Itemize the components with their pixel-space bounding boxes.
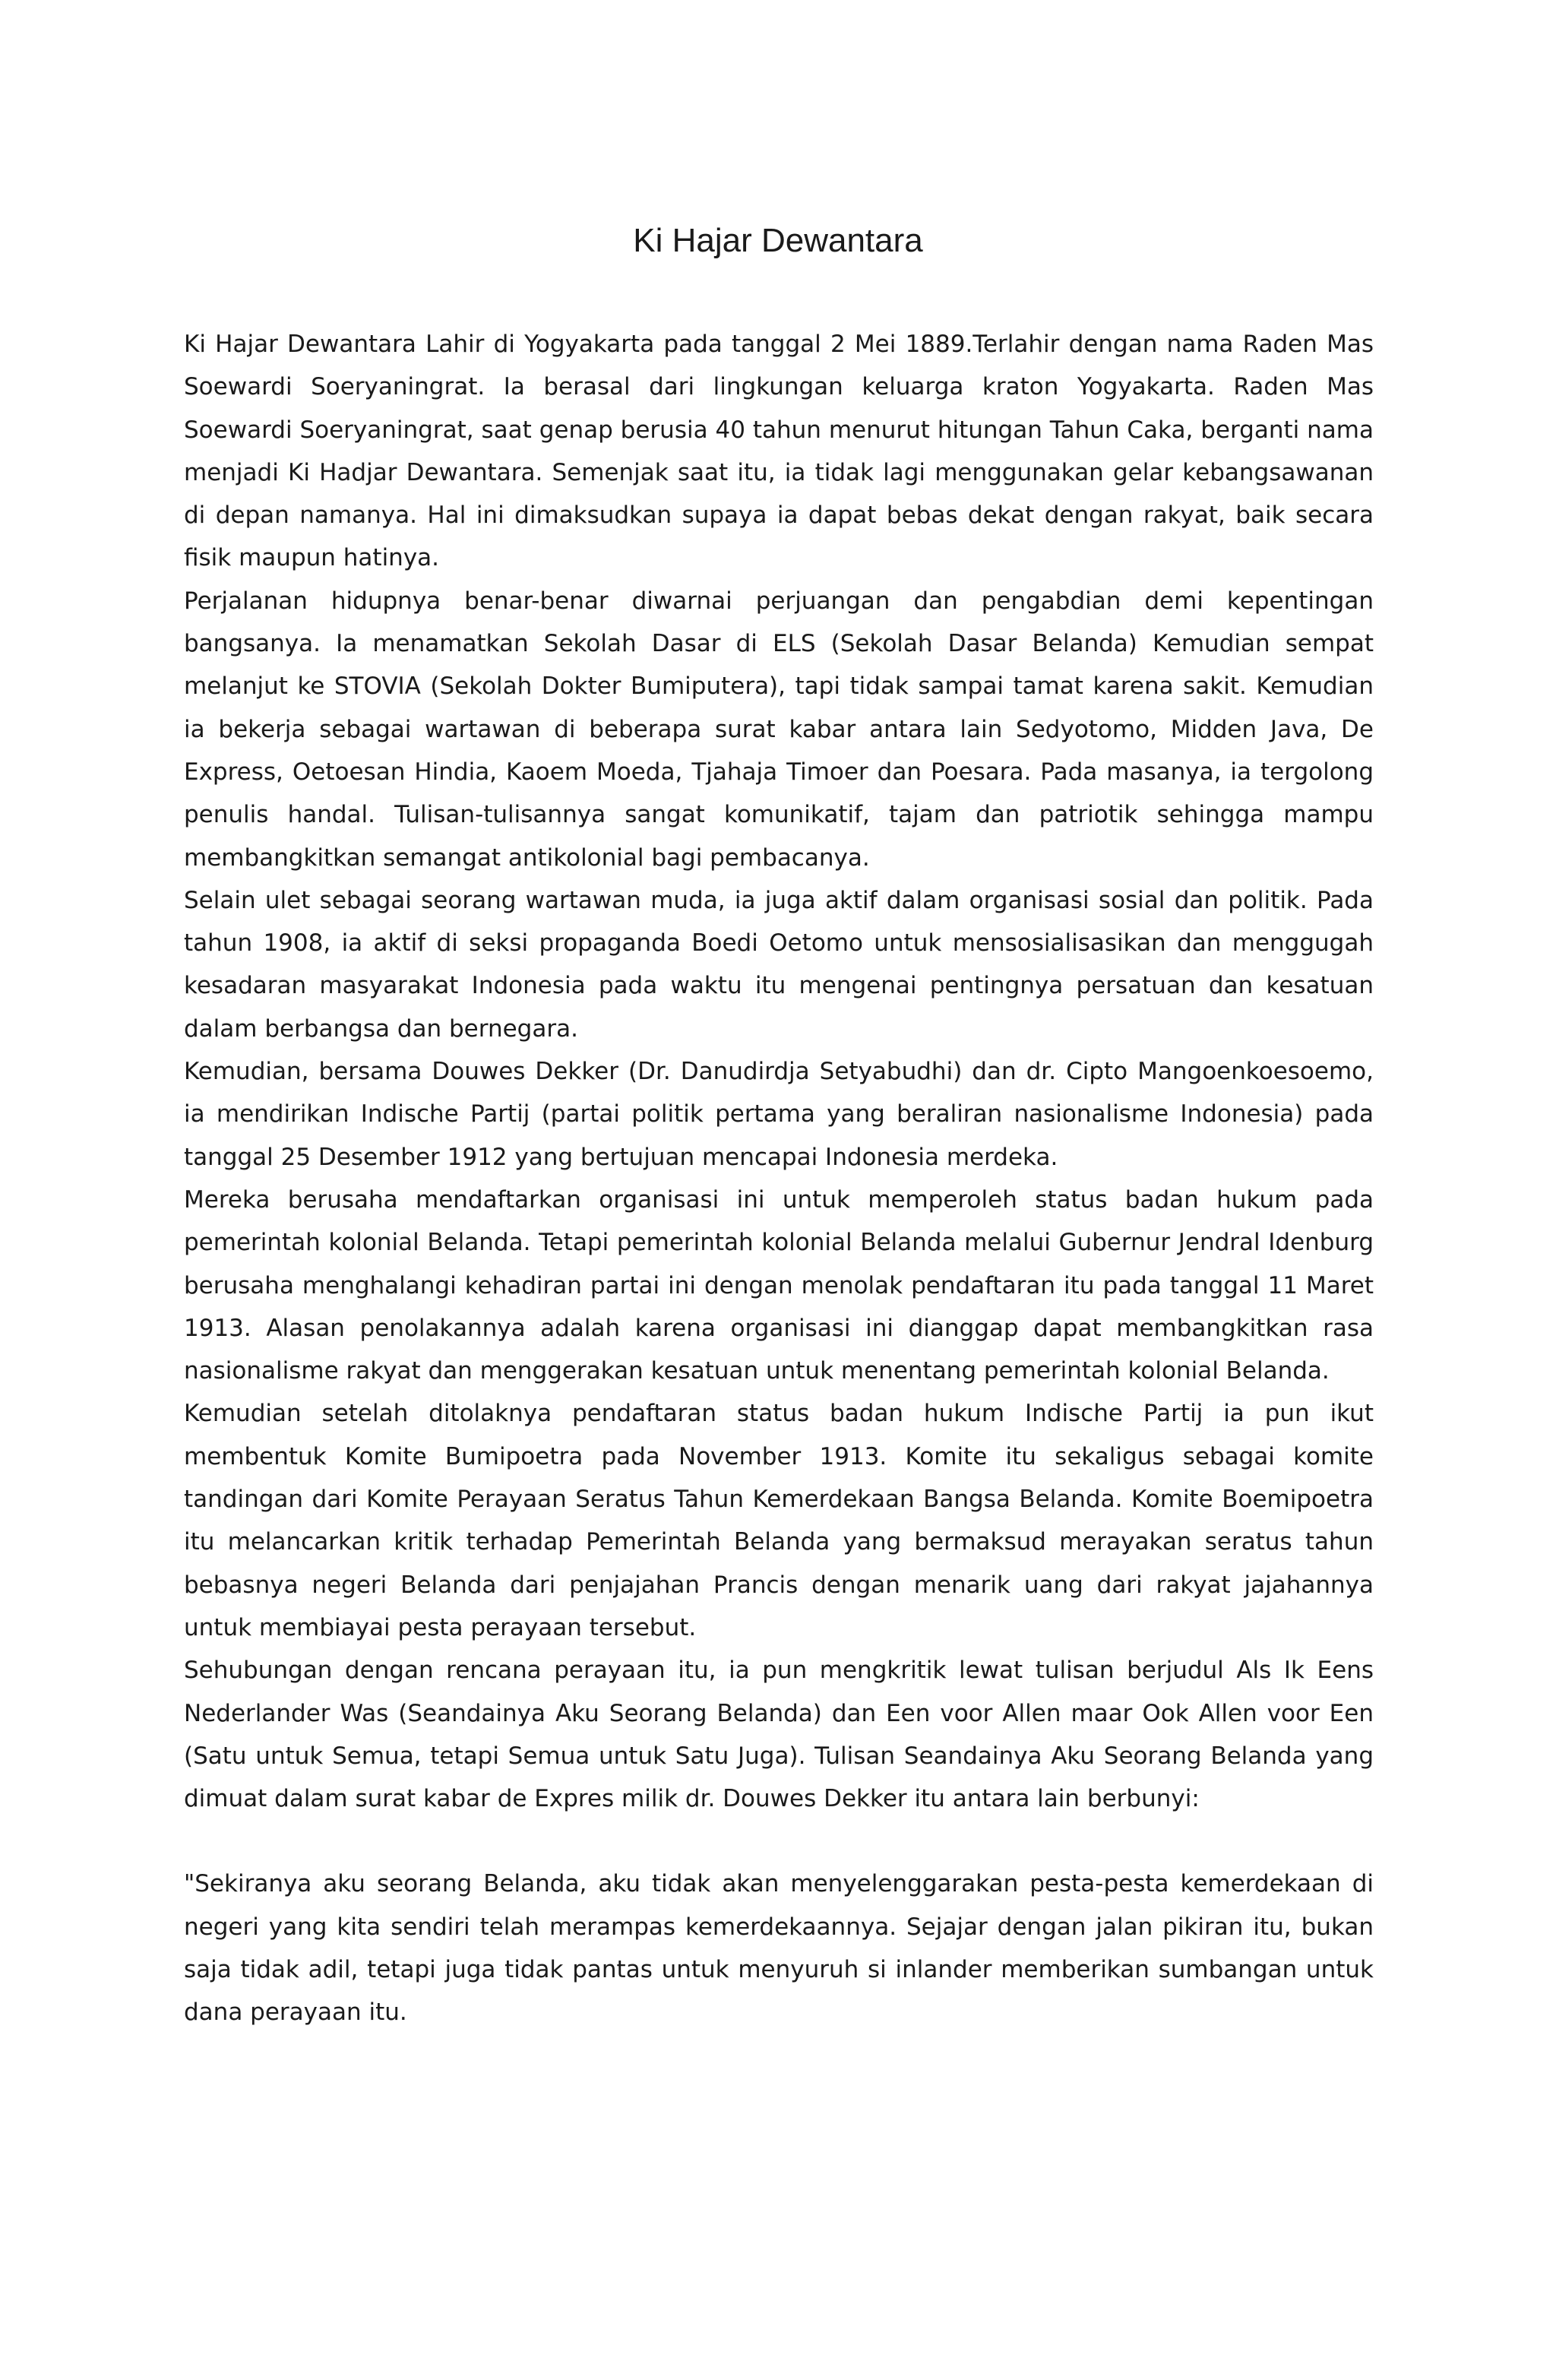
- paragraph-criticism: Sehubungan dengan rencana perayaan itu, ia pun mengkritik lewat tulisan berjudul Als Ik Eens Nederlander Was (Seandainya Aku Seorang Belanda) dan Een voor Allen maar Ook Allen voor Een (Satu untuk Semua, tetapi Semua untuk Satu Juga). Tulisan Seandainya Aku Seorang Belanda yang dimuat dalam surat kabar de Expres milik dr. Douwes Dekker itu antara lain berbunyi:: [184, 1657, 1374, 1813]
- paragraph-komite: Kemudian setelah ditolaknya pendaftaran status badan hukum Indische Partij ia pun ikut membentuk Komite Bumipoetra pada November 1913. Komite itu sekaligus sebagai komite tandingan dari Komite Perayaan Seratus Tahun Kemerdekaan Bangsa Belanda. Komite Boemipoetra itu melancarkan kritik terhadap Pemerintah Belanda yang bermaksud merayakan seratus tahun bebasnya negeri Belanda dari penjajahan Prancis dengan menarik uang dari rakyat jajahannya untuk membiayai pesta perayaan tersebut.: [184, 1400, 1374, 1641]
- paragraph-registration: Mereka berusaha mendaftarkan organisasi ini untuk memperoleh status badan hukum pada pemerintah kolonial Belanda. Tetapi pemerintah kolonial Belanda melalui Gubernur Jendral Idenburg berusaha menghalangi kehadiran partai ini dengan menolak pendaftaran itu pada tanggal 11 Maret 1913. Alasan penolakannya adalah karena organisasi ini dianggap dapat membangkitkan rasa nasionalisme rakyat dan menggerakan kesatuan untuk menentang pemerintah kolonial Belanda.: [184, 1185, 1374, 1385]
- paragraph-organization: Selain ulet sebagai seorang wartawan muda, ia juga aktif dalam organisasi sosial dan politik. Pada tahun 1908, ia aktif di seksi propaganda Boedi Oetomo untuk mensosialisasikan dan menggugah kesadaran masyarakat Indonesia pada waktu itu mengenai pentingnya persatuan dan kesatuan dalam berbangsa dan bernegara.: [184, 886, 1374, 1043]
- paragraph-indische-partij: Kemudian, bersama Douwes Dekker (Dr. Danudirdja Setyabudhi) dan dr. Cipto Mangoenkoesoemo, ia mendirikan Indische Partij (partai politik pertama yang beraliran nasionalisme Indonesia) pada tanggal 25 Desember 1912 yang bertujuan mencapai Indonesia merdeka.: [184, 1058, 1374, 1171]
- paragraph-quote: "Sekiranya aku seorang Belanda, aku tidak akan menyelenggarakan pesta-pesta kemerdekaan di negeri yang kita sendiri telah merampas kemerdekaannya. Sejajar dengan jalan pikiran itu, bukan saja tidak adil, tetapi juga tidak pantas untuk menyuruh si inlander memberikan sumbangan untuk dana perayaan itu.: [184, 1870, 1374, 2027]
- paragraph-birth: Ki Hajar Dewantara Lahir di Yogyakarta pada tanggal 2 Mei 1889.Terlahir dengan nama Raden Mas Soewardi Soeryaningrat. Ia berasal dari lingkungan keluarga kraton Yogyakarta. Raden Mas Soewardi Soeryaningrat, saat genap berusia 40 tahun menurut hitungan Tahun Caka, berganti nama menjadi Ki Hadjar Dewantara. Semenjak saat itu, ia tidak lagi menggunakan gelar kebangsawanan di depan namanya. Hal ini dimaksudkan supaya ia dapat bebas dekat dengan rakyat, baik secara fisik maupun hatinya.: [184, 331, 1374, 572]
- paragraph-career: Perjalanan hidupnya benar-benar diwarnai perjuangan dan pengabdian demi kepentingan bangsanya. Ia menamatkan Sekolah Dasar di ELS (Sekolah Dasar Belanda) Kemudian sempat melanjut ke STOVIA (Sekolah Dokter Bumiputera), tapi tidak sampai tamat karena sakit. Kemudian ia bekerja sebagai wartawan di beberapa surat kabar antara lain Sedyotomo, Midden Java, De Express, Oetoesan Hindia, Kaoem Moeda, Tjahaja Timoer dan Poesara. Pada masanya, ia tergolong penulis handal. Tulisan-tulisannya sangat komunikatif, tajam dan patriotik sehingga mampu membangkitkan semangat antikolonial bagi pembacanya.: [184, 587, 1374, 872]
- document-title: Ki Hajar Dewantara: [633, 222, 923, 259]
- document-body: [184, 323, 1374, 2034]
